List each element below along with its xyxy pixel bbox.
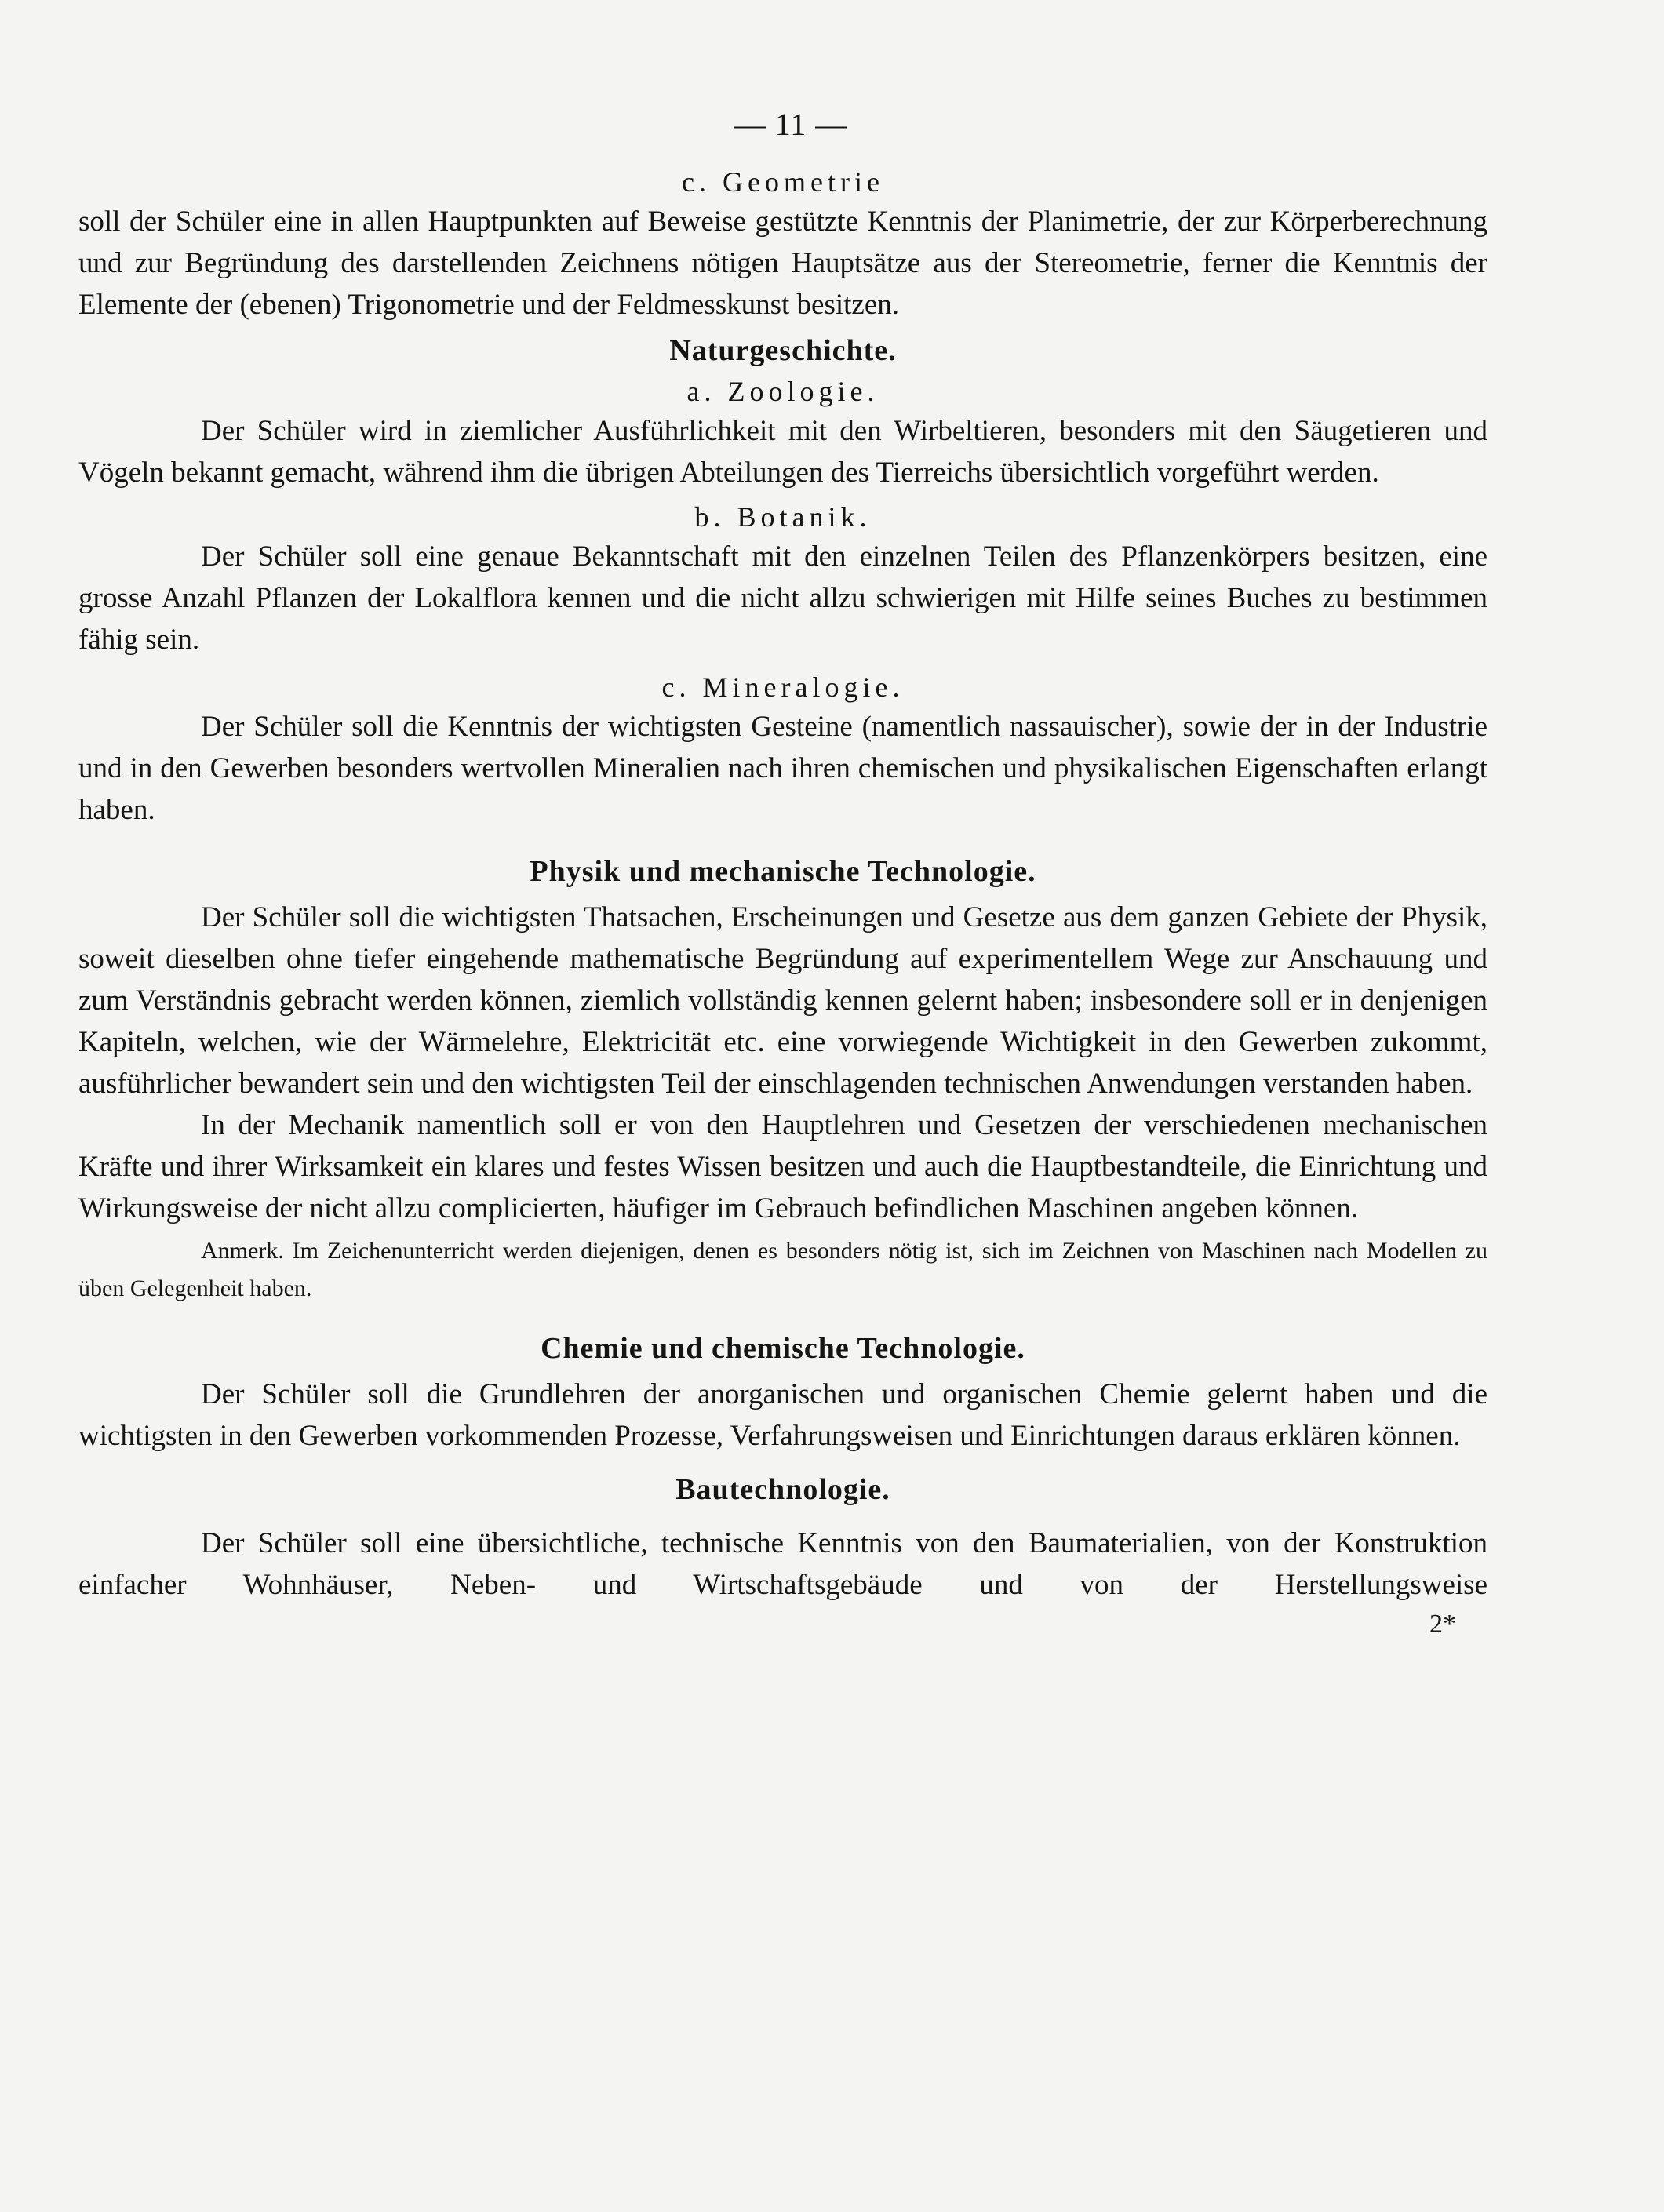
bautechnologie-heading: Bautechnologie. <box>675 1473 890 1506</box>
zoologie-paragraph: Der Schüler wird in ziemlicher Ausführlichkeit mit den Wirbeltieren, besonders mit den Säugetieren und Vögeln bekannt gemacht, während ihm die übrigen Abteilungen des Tierreichs übersichtlich vorgeführt werden. <box>78 415 1487 489</box>
page-number: — 11 — <box>734 107 848 142</box>
text-column <box>78 102 1487 1643</box>
physik-heading: Physik und mechanische Technologie. <box>530 855 1036 888</box>
botanik-title: b. Botanik. <box>694 501 872 533</box>
chemie-heading: Chemie und chemische Technologie. <box>541 1332 1025 1365</box>
mineralogie-title: c. Mineralogie. <box>661 671 905 703</box>
zoologie-title: a. Zoologie. <box>686 376 879 407</box>
botanik-paragraph: Der Schüler soll eine genaue Bekanntschaft mit den einzelnen Teilen des Pflanzenkörpers besitzen, eine grosse Anzahl Pflanzen der Lokalflora kennen und die nicht allzu schwierigen mit Hilfe seines Buches zu bestimmen fähig sein. <box>78 540 1487 656</box>
naturgeschichte-heading: Naturgeschichte. <box>669 334 897 367</box>
bautechnologie-paragraph: Der Schüler soll eine übersichtliche, technische Kenntnis von den Baumaterialien, von der Konstruktion einfacher Wohnhäuser, Neben- und Wirtschaftsgebäude und von der Herstellungsweise <box>78 1527 1487 1601</box>
mineralogie-paragraph: Der Schüler soll die Kenntnis der wichtigsten Gesteine (namentlich nassauischer), sowie der in der Industrie und in den Gewerben besonders wertvollen Mineralien nach ihren chemischen und physikalischen Eigenschaften erlangt haben. <box>78 711 1487 826</box>
geometrie-paragraph: soll der Schüler eine in allen Hauptpunkten auf Beweise gestützte Kenntnis der Planimetrie, der zur Körperberechnung und zur Begründung des darstellenden Zeichnens nötigen Hauptsätze aus der Stereometrie, ferner die Kenntnis der Elemente der (ebenen) Trigonometrie und der Feldmesskunst besitzen. <box>78 206 1487 321</box>
signature-mark: 2* <box>1429 1610 1456 1639</box>
physik-note: Anmerk. Im Zeichenunterricht werden diejenigen, denen es besonders nötig ist, sich im Zeichnen von Maschinen nach Modellen zu üben Gelegenheit haben. <box>78 1238 1487 1301</box>
physik-paragraph-2: In der Mechanik namentlich soll er von den Hauptlehren und Gesetzen der verschiedenen mechanischen Kräfte und ihrer Wirksamkeit ein klares und festes Wissen besitzen und auch die Hauptbestandteile, die Einrichtung und Wirkungsweise der nicht allzu complicierten, häufiger im Gebrauch befindlichen Maschinen angeben können. <box>78 1109 1487 1224</box>
geometrie-title: c. Geometrie <box>682 166 884 198</box>
chemie-paragraph: Der Schüler soll die Grundlehren der anorganischen und organischen Chemie gelernt haben und die wichtigsten in den Gewerben vorkommenden Prozesse, Verfahrungsweisen und Einrichtungen daraus erklären können. <box>78 1378 1487 1452</box>
physik-paragraph-1: Der Schüler soll die wichtigsten Thatsachen, Erscheinungen und Gesetze aus dem ganzen Gebiete der Physik, soweit dieselben ohne tiefer eingehende mathematische Begründung auf experimentellem Wege zur Anschauung und zum Verständnis gebracht werden können, ziemlich vollständig kennen gelernt haben; insbesondere soll er in denjenigen Kapiteln, welchen, wie der Wärmelehre, Elektricität etc. eine vorwiegende Wichtigkeit in den Gewerben zukommt, ausführlicher bewandert sein und den wichtigsten Teil der einschlagenden technischen Anwendungen verstanden haben. <box>78 901 1487 1100</box>
